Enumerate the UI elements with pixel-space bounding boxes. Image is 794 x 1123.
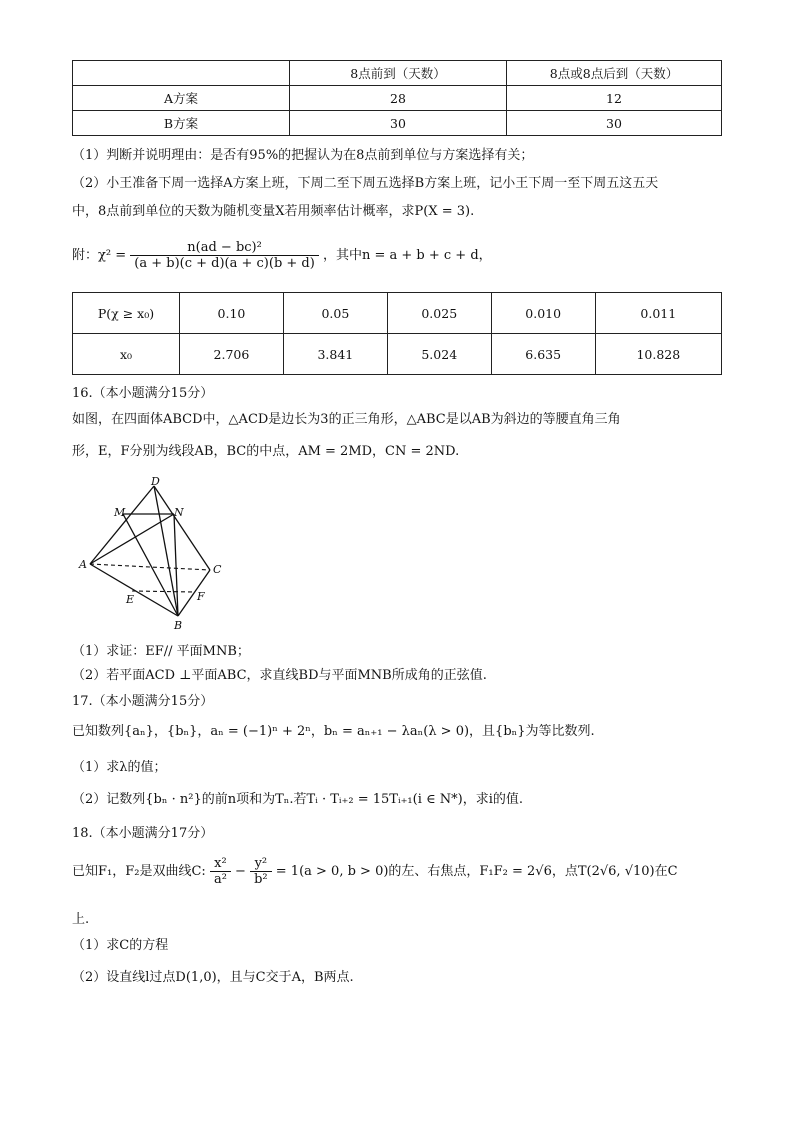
q18-part2: （2）设直线l过点D(1,0)，且与C交于A，B两点. (72, 970, 354, 985)
q16-part1: （1）求证：EF// 平面MNB； (72, 644, 250, 659)
frac-numerator: x² (210, 856, 231, 872)
label-c: C (213, 563, 222, 576)
table-cell: 10.828 (595, 334, 721, 375)
frac-denominator: b² (254, 872, 268, 887)
label-a: A (79, 558, 87, 571)
q18-text-suffix: = 1(a > 0, b > 0)的左、右焦点，F₁F₂ = 2√6，点T(2√6, √10)在C (275, 864, 678, 879)
table-cell: B方案 (73, 111, 290, 136)
table-cell: 0.05 (283, 293, 387, 334)
label-m: M (114, 506, 126, 519)
table-cell: 0.10 (180, 293, 284, 334)
table-row (73, 334, 722, 375)
table-cell: 0.025 (387, 293, 491, 334)
q16-text-line2: 形，E，F分别为线段AB，BC的中点，AM = 2MD，CN = 2ND. (72, 444, 460, 459)
table-cell: 6.635 (491, 334, 595, 375)
formula-denominator: (a + b)(c + d)(a + c)(b + d) (134, 256, 315, 271)
q17-text: 已知数列{aₙ}，{bₙ}，aₙ = (−1)ⁿ + 2ⁿ，bₙ = aₙ₊₁ − λaₙ(λ > 0)，且{bₙ}为等比数列. (72, 724, 595, 739)
chi-square-formula (72, 240, 492, 271)
table-cell: 0.010 (491, 293, 595, 334)
table-cell: 30 (507, 111, 722, 136)
q17-title: 17.（本小题满分15分） (72, 694, 214, 709)
q16-part2: （2）若平面ACD ⊥平面ABC，求直线BD与平面MNB所成角的正弦值. (72, 668, 487, 683)
table-row-head: P(χ ≥ x₀) (73, 293, 180, 334)
frac-numerator: y² (250, 856, 272, 872)
label-b: B (174, 619, 183, 632)
table-row (73, 293, 722, 334)
q18-title: 18.（本小题满分17分） (72, 826, 214, 841)
q15-part1: （1）判断并说明理由：是否有95%的把握认为在8点前到单位与方案选择有关； (72, 148, 534, 163)
table-cell: 28 (290, 86, 507, 111)
q15-part2-line2: 中，8点前到单位的天数为随机变量X若用频率估计概率，求P(X = 3). (72, 204, 475, 219)
table-row-head: x₀ (73, 334, 180, 375)
table-row (73, 86, 722, 111)
q18-text-prefix: 已知F₁，F₂是双曲线C: (72, 864, 206, 879)
q18-part1: （1）求C的方程 (72, 938, 169, 953)
label-f: F (197, 590, 205, 603)
q17-part1: （1）求λ的值； (72, 760, 167, 775)
table-cell: A方案 (73, 86, 290, 111)
table-cell: 12 (507, 86, 722, 111)
table-header-cell: 8点或8点后到（天数） (507, 61, 722, 86)
q16-title: 16.（本小题满分15分） (72, 386, 214, 401)
table-cell: 2.706 (180, 334, 284, 375)
table-cell: 0.011 (595, 293, 721, 334)
table-cell: 3.841 (283, 334, 387, 375)
table-cell: 5.024 (387, 334, 491, 375)
table-header-cell (73, 61, 290, 86)
tetrahedron-figure (74, 476, 234, 636)
label-e: E (126, 593, 135, 606)
q18-text-line2: 上. (72, 912, 90, 927)
label-n: N (174, 506, 184, 519)
appendix-suffix: ，其中n = a + b + c + d， (322, 248, 492, 263)
q18-text-line1 (72, 856, 678, 887)
y-squared-fraction (250, 856, 272, 887)
frequency-table (72, 60, 722, 136)
q16-text-line1: 如图，在四面体ABCD中，△ACD是边长为3的正三角形，△ABC是以AB为斜边的等腰直角三角 (72, 412, 621, 427)
table-header-cell: 8点前到（天数） (290, 61, 507, 86)
q15-part2-line1: （2）小王准备下周一选择A方案上班，下周二至下周五选择B方案上班，记小王下周一至下周五这五天 (72, 176, 659, 191)
table-row (73, 111, 722, 136)
critical-value-table (72, 292, 722, 375)
table-header-row (73, 61, 722, 86)
frac-denominator: a² (213, 872, 227, 887)
label-d: D (151, 476, 160, 488)
table-cell: 30 (290, 111, 507, 136)
formula-fraction (130, 240, 319, 271)
minus-sign: − (235, 864, 246, 879)
x-squared-fraction (210, 856, 231, 887)
appendix-prefix: 附：χ² = (72, 248, 127, 263)
q17-part2: （2）记数列{bₙ · n²}的前n项和为Tₙ.若Tᵢ · Tᵢ₊₂ = 15Tᵢ₊₁(i ∈ N*)，求i的值. (72, 792, 523, 807)
formula-numerator: n(ad − bc)² (130, 240, 319, 256)
